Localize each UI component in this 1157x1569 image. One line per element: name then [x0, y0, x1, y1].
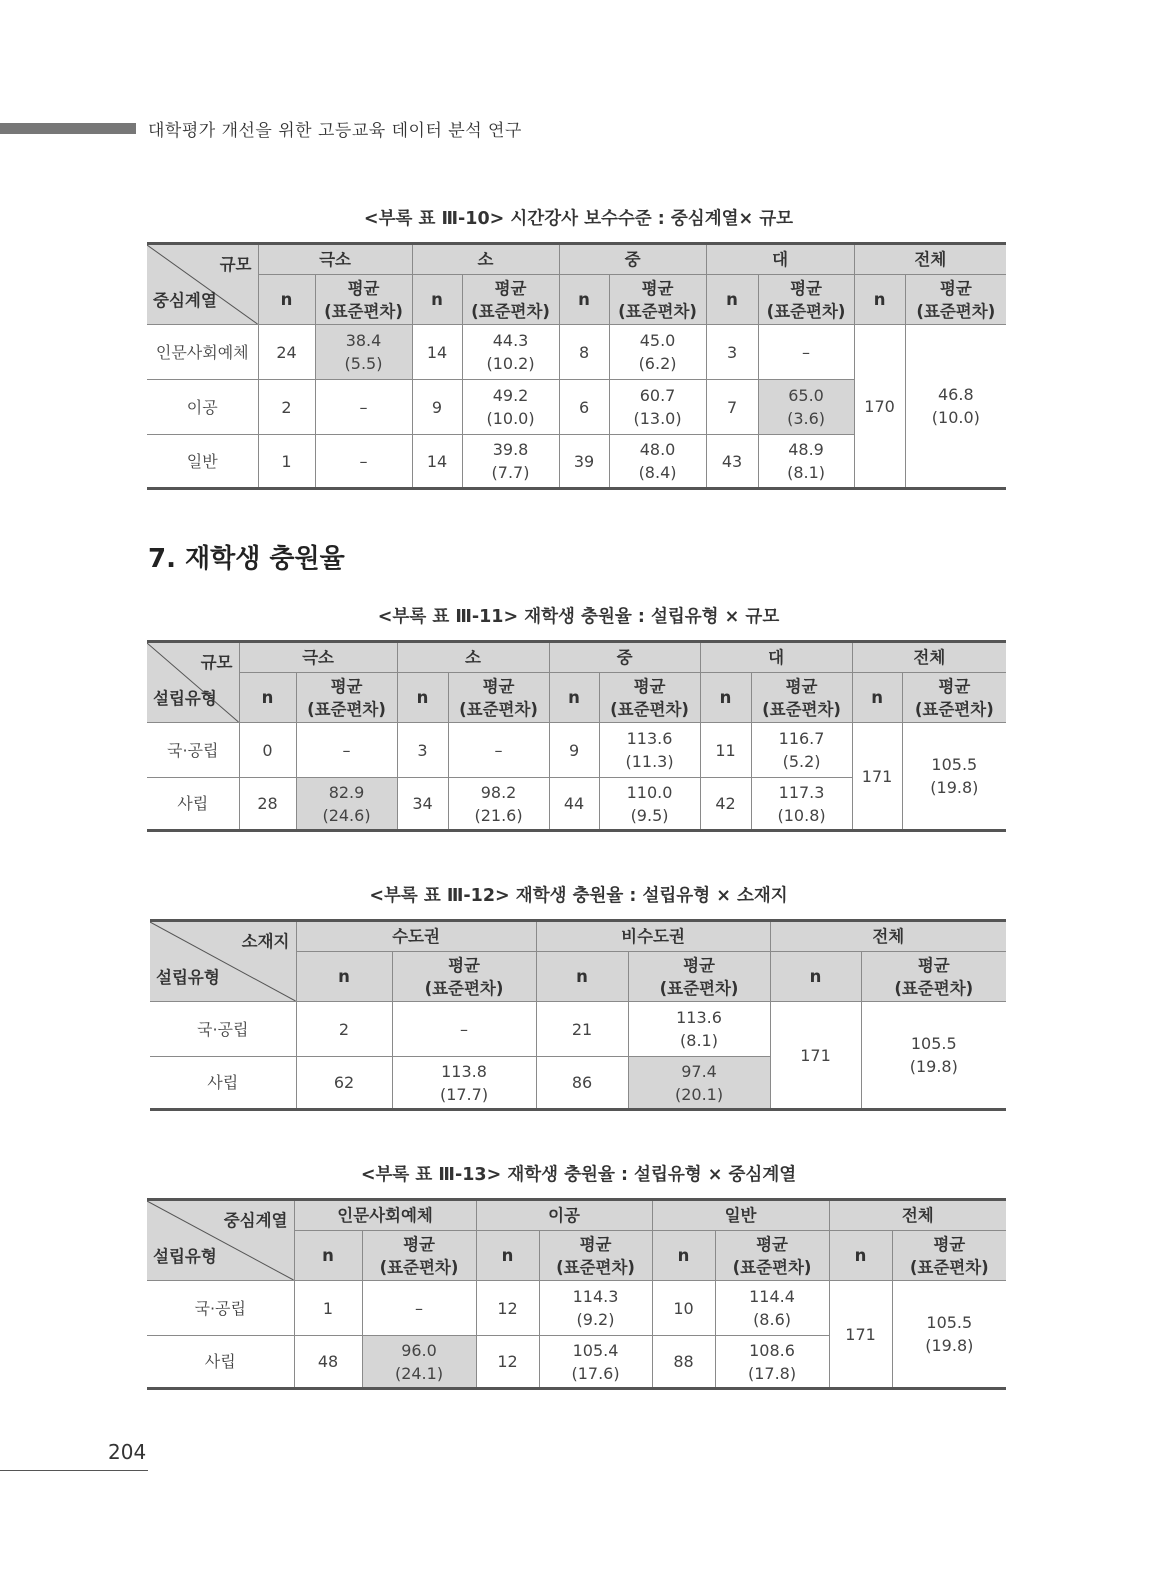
n-header: n	[706, 275, 758, 325]
table13	[147, 1198, 1006, 1390]
mean-sd-header: 평균 (표준편차)	[448, 673, 549, 723]
table11-group-3: 대	[700, 642, 852, 673]
total-n: 171	[852, 723, 902, 831]
table13-group-1: 이공	[476, 1200, 652, 1231]
cell-n: 14	[412, 325, 462, 380]
cell-mean-sd: 48.0 (8.4)	[609, 435, 706, 489]
cell-mean-sd: 110.0 (9.5)	[599, 778, 700, 831]
cell-mean-sd: 98.2 (21.6)	[448, 778, 549, 831]
cell-n: 62	[296, 1057, 392, 1110]
total-mean-sd: 105.5 (19.8)	[902, 723, 1006, 831]
mean-sd-header: 평균 (표준편차)	[751, 673, 852, 723]
table13-diagonal-header	[147, 1200, 294, 1281]
header-bar	[0, 123, 136, 134]
table11-col-header: 규모	[200, 653, 233, 672]
cell-mean-sd: –	[392, 1002, 536, 1057]
table11-group-1: 소	[397, 642, 549, 673]
table13-caption: <부록 표 Ⅲ-13> 재학생 충원율 : 설립유형 × 중심계열	[360, 1165, 797, 1185]
cell-n: 24	[258, 325, 315, 380]
mean-sd-header: 평균 (표준편차)	[539, 1231, 652, 1281]
section-title: 7. 재학생 충원율	[148, 544, 345, 574]
table12-row-header: 설립유형	[156, 968, 220, 987]
cell-n: 88	[652, 1336, 715, 1389]
cell-mean-sd: 116.7 (5.2)	[751, 723, 852, 778]
table13-row-header: 설립유형	[153, 1247, 217, 1266]
cell-n: 2	[296, 1002, 392, 1057]
n-header: n	[258, 275, 315, 325]
table13-group-2: 일반	[652, 1200, 829, 1231]
mean-sd-header: 평균 (표준편차)	[462, 275, 559, 325]
n-header: n	[412, 275, 462, 325]
row-label: 일반	[147, 435, 258, 489]
cell-n: 14	[412, 435, 462, 489]
cell-mean-sd: 113.8 (17.7)	[392, 1057, 536, 1110]
total-n: 171	[770, 1002, 861, 1110]
mean-sd-header: 평균 (표준편차)	[599, 673, 700, 723]
cell-n: 39	[559, 435, 609, 489]
table10-row-header: 중심계열	[153, 291, 217, 310]
mean-sd-header: 평균 (표준편차)	[902, 673, 1006, 723]
n-header: n	[536, 952, 628, 1002]
table12-group-2: 전체	[770, 921, 1006, 952]
cell-mean-sd: 82.9 (24.6)	[296, 778, 397, 831]
n-header: n	[476, 1231, 539, 1281]
cell-mean-sd: –	[448, 723, 549, 778]
mean-sd-header: 평균 (표준편차)	[609, 275, 706, 325]
table10-group-0: 극소	[258, 244, 412, 275]
table11-caption: <부록 표 Ⅲ-11> 재학생 충원율 : 설립유형 × 규모	[377, 607, 780, 627]
running-header: 대학평가 개선을 위한 고등교육 데이터 분석 연구	[148, 121, 522, 141]
cell-mean-sd: 113.6 (11.3)	[599, 723, 700, 778]
cell-mean-sd: 113.6 (8.1)	[628, 1002, 770, 1057]
n-header: n	[294, 1231, 362, 1281]
table11-row-header: 설립유형	[153, 689, 217, 708]
cell-mean-sd: 65.0 (3.6)	[758, 380, 854, 435]
cell-n: 43	[706, 435, 758, 489]
table11-group-0: 극소	[239, 642, 397, 673]
cell-n: 42	[700, 778, 751, 831]
cell-mean-sd: –	[296, 723, 397, 778]
total-n: 170	[854, 325, 905, 489]
mean-sd-header: 평균 (표준편차)	[392, 952, 536, 1002]
n-header: n	[770, 952, 861, 1002]
row-label: 국·공립	[147, 1281, 294, 1336]
table13-col-header: 중심계열	[223, 1211, 288, 1230]
table12-caption: <부록 표 Ⅲ-12> 재학생 충원율 : 설립유형 × 소재지	[369, 886, 788, 906]
table13-group-0: 인문사회예체	[294, 1200, 476, 1231]
cell-mean-sd: 44.3 (10.2)	[462, 325, 559, 380]
cell-n: 21	[536, 1002, 628, 1057]
table11	[147, 640, 1006, 832]
cell-n: 8	[559, 325, 609, 380]
table12	[150, 919, 1006, 1111]
cell-mean-sd: 114.4 (8.6)	[715, 1281, 829, 1336]
n-header: n	[239, 673, 296, 723]
cell-mean-sd: 105.4 (17.6)	[539, 1336, 652, 1389]
cell-n: 2	[258, 380, 315, 435]
cell-mean-sd: 97.4 (20.1)	[628, 1057, 770, 1110]
table10-group-1: 소	[412, 244, 559, 275]
cell-n: 3	[397, 723, 448, 778]
page-number: 204	[108, 1440, 147, 1464]
table11-group-4: 전체	[852, 642, 1006, 673]
n-header: n	[829, 1231, 892, 1281]
row-label: 이공	[147, 380, 258, 435]
n-header: n	[854, 275, 905, 325]
cell-mean-sd: –	[362, 1281, 476, 1336]
n-header: n	[559, 275, 609, 325]
cell-n: 10	[652, 1281, 715, 1336]
mean-sd-header: 평균 (표준편차)	[628, 952, 770, 1002]
n-header: n	[549, 673, 599, 723]
n-header: n	[700, 673, 751, 723]
cell-mean-sd: 108.6 (17.8)	[715, 1336, 829, 1389]
cell-n: 1	[294, 1281, 362, 1336]
mean-sd-header: 평균 (표준편차)	[861, 952, 1006, 1002]
cell-n: 7	[706, 380, 758, 435]
cell-n: 28	[239, 778, 296, 831]
cell-n: 0	[239, 723, 296, 778]
row-label: 사립	[150, 1057, 296, 1110]
cell-n: 48	[294, 1336, 362, 1389]
table11-group-2: 중	[549, 642, 700, 673]
mean-sd-header: 평균 (표준편차)	[758, 275, 854, 325]
mean-sd-header: 평균 (표준편차)	[715, 1231, 829, 1281]
table10-group-4: 전체	[854, 244, 1006, 275]
cell-n: 11	[700, 723, 751, 778]
mean-sd-header: 평균 (표준편차)	[315, 275, 412, 325]
total-mean-sd: 105.5 (19.8)	[892, 1281, 1006, 1389]
row-label: 사립	[147, 1336, 294, 1389]
total-mean-sd: 105.5 (19.8)	[861, 1002, 1006, 1110]
table10	[147, 242, 1006, 490]
cell-mean-sd: 39.8 (7.7)	[462, 435, 559, 489]
table12-group-0: 수도권	[296, 921, 536, 952]
table12-diagonal-header	[150, 921, 296, 1002]
cell-mean-sd: –	[315, 435, 412, 489]
cell-mean-sd: 96.0 (24.1)	[362, 1336, 476, 1389]
cell-n: 34	[397, 778, 448, 831]
table10-group-3: 대	[706, 244, 854, 275]
mean-sd-header: 평균 (표준편차)	[362, 1231, 476, 1281]
table12-col-header: 소재지	[241, 932, 290, 951]
cell-mean-sd: –	[758, 325, 854, 380]
cell-mean-sd: 38.4 (5.5)	[315, 325, 412, 380]
cell-n: 9	[549, 723, 599, 778]
cell-n: 44	[549, 778, 599, 831]
table11-diagonal-header	[147, 642, 239, 723]
table10-group-2: 중	[559, 244, 706, 275]
row-label: 국·공립	[150, 1002, 296, 1057]
cell-n: 1	[258, 435, 315, 489]
n-header: n	[852, 673, 902, 723]
mean-sd-header: 평균 (표준편차)	[905, 275, 1006, 325]
mean-sd-header: 평균 (표준편차)	[892, 1231, 1006, 1281]
n-header: n	[296, 952, 392, 1002]
table13-group-3: 전체	[829, 1200, 1006, 1231]
table10-col-header: 규모	[219, 255, 252, 274]
cell-n: 6	[559, 380, 609, 435]
cell-mean-sd: 114.3 (9.2)	[539, 1281, 652, 1336]
cell-n: 12	[476, 1336, 539, 1389]
cell-mean-sd: 49.2 (10.0)	[462, 380, 559, 435]
cell-mean-sd: 60.7 (13.0)	[609, 380, 706, 435]
cell-mean-sd: 48.9 (8.1)	[758, 435, 854, 489]
row-label: 국·공립	[147, 723, 239, 778]
cell-n: 3	[706, 325, 758, 380]
footer-line	[0, 1470, 148, 1471]
total-n: 171	[829, 1281, 892, 1389]
cell-n: 9	[412, 380, 462, 435]
cell-n: 86	[536, 1057, 628, 1110]
row-label: 인문사회예체	[147, 325, 258, 380]
cell-mean-sd: –	[315, 380, 412, 435]
table10-caption: <부록 표 Ⅲ-10> 시간강사 보수수준 : 중심계열× 규모	[363, 209, 794, 229]
cell-n: 12	[476, 1281, 539, 1336]
total-mean-sd: 46.8 (10.0)	[905, 325, 1006, 489]
mean-sd-header: 평균 (표준편차)	[296, 673, 397, 723]
n-header: n	[397, 673, 448, 723]
n-header: n	[652, 1231, 715, 1281]
cell-mean-sd: 45.0 (6.2)	[609, 325, 706, 380]
table12-group-1: 비수도권	[536, 921, 770, 952]
row-label: 사립	[147, 778, 239, 831]
cell-mean-sd: 117.3 (10.8)	[751, 778, 852, 831]
table10-diagonal-header	[147, 244, 258, 325]
